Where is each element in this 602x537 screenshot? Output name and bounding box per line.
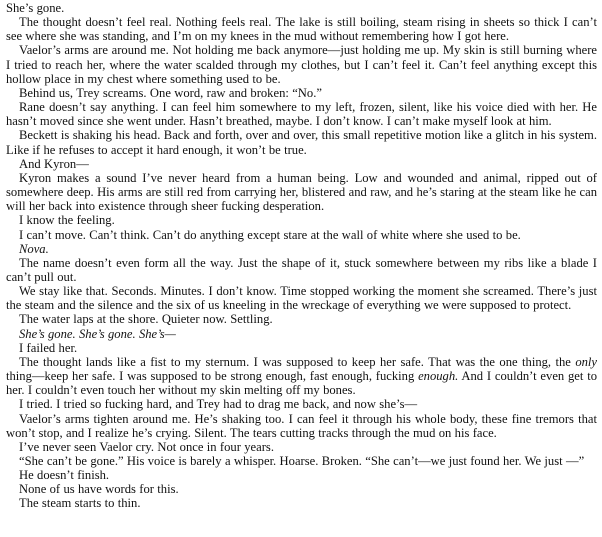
- italic-text: enough.: [418, 369, 459, 384]
- text-run: I failed her.: [19, 340, 78, 355]
- italic-text: She’s gone. She’s gone. She’s—: [19, 326, 176, 341]
- paragraph: [6, 397, 597, 411]
- text-run: None of us have words for this.: [19, 482, 179, 497]
- paragraph: [6, 15, 597, 43]
- text-run: The thought lands like a fist to my sternum. I was supposed to keep her safe. That was the one thing, the: [19, 354, 576, 369]
- paragraph: [6, 341, 597, 355]
- text-run: The water laps at the shore. Quieter now. Settling.: [19, 312, 273, 327]
- paragraph: [6, 355, 597, 397]
- paragraph: [6, 482, 597, 496]
- text-run: Beckett is shaking his head. Back and forth, over and over, this small repetitive motion like a glitch in his system. Like if he refuses to accept it hard enough, it won’t be true.: [6, 128, 597, 157]
- paragraph: [6, 228, 597, 242]
- paragraph: [6, 412, 597, 440]
- paragraph: [6, 86, 597, 100]
- paragraph: [6, 128, 597, 156]
- text-run: I tried. I tried so fucking hard, and Trey had to drag me back, and now she’s—: [19, 397, 418, 412]
- paragraph: [6, 256, 597, 284]
- paragraph: [6, 242, 597, 256]
- paragraph: [6, 496, 597, 510]
- text-run: Vaelor’s arms tighten around me. He’s shaking too. I can feel it through his whole body, these fine tremors that won’t stop, and I realize he’s crying. Silent. The tears cutting tracks through the mud on his face.: [6, 411, 597, 440]
- text-run: The thought doesn’t feel real. Nothing feels real. The lake is still boiling, steam rising in sheets so thick I can’t see where she was standing, and I’m on my knees in the mud without remembering how I got here.: [6, 15, 597, 44]
- paragraph: [6, 213, 597, 227]
- paragraph: [6, 171, 597, 213]
- paragraph: [6, 327, 597, 341]
- text-run: I know the feeling.: [19, 213, 115, 228]
- paragraph: [6, 468, 597, 482]
- text-run: Vaelor’s arms are around me. Not holding me back anymore—just holding me up. My skin is still burning where I tried to reach her, where the water scalded through my clothes, but I can’t feel it. Can’t feel anything except this hollow place in my chest where something used to be.: [6, 43, 597, 86]
- paragraph: [6, 1, 597, 15]
- text-run: She’s gone.: [6, 1, 65, 15]
- paragraph: [6, 440, 597, 454]
- text-run: And I couldn’t even get to her. I couldn’t even touch her without my skin melting off my bones.: [6, 369, 597, 398]
- text-run: He doesn’t finish.: [19, 468, 110, 483]
- text-run: Rane doesn’t say anything. I can feel him somewhere to my left, frozen, silent, like his voice died with her. He hasn’t moved since she went under. Hasn’t breathed, maybe. I don’t know. I can’t make myself look at him.: [6, 100, 597, 129]
- text-run: The name doesn’t even form all the way. Just the shape of it, stuck somewhere between my ribs like a blade I can’t pull out.: [6, 255, 597, 284]
- text-run: Behind us, Trey screams. One word, raw and broken: “No.”: [19, 85, 322, 100]
- paragraph: [6, 312, 597, 326]
- text-run: And Kyron—: [19, 156, 89, 171]
- paragraph: [6, 43, 597, 85]
- text-run: “She can’t be gone.” His voice is barely a whisper. Hoarse. Broken. “She can’t—we just found her. We just —”: [19, 454, 585, 468]
- text-run: The steam starts to thin.: [19, 496, 141, 511]
- italic-text: only: [575, 354, 597, 369]
- paragraph: [6, 284, 597, 312]
- paragraph: [6, 454, 597, 468]
- paragraph: [6, 157, 597, 171]
- text-run: I can’t move. Can’t think. Can’t do anything except stare at the wall of white where she used to be.: [19, 227, 521, 242]
- text-run: We stay like that. Seconds. Minutes. I don’t know. Time stopped working the moment she screamed. There’s just the steam and the silence and the six of us kneeling in the wreckage of everything we were supposed to protect.: [6, 284, 597, 313]
- paragraph: [6, 100, 597, 128]
- text-run: I’ve never seen Vaelor cry. Not once in four years.: [19, 439, 274, 454]
- italic-text: Nova.: [19, 241, 49, 256]
- text-run: thing—keep her safe. I was supposed to be strong enough, fast enough, fucking: [6, 369, 419, 384]
- text-run: Kyron makes a sound I’ve never heard from a human being. Low and wounded and animal, ripped out of somewhere deep. His arms are still red from carrying her, blistered and raw, and he’s staring at the steam like he can will her back into existence through sheer fucking desperation.: [6, 170, 597, 214]
